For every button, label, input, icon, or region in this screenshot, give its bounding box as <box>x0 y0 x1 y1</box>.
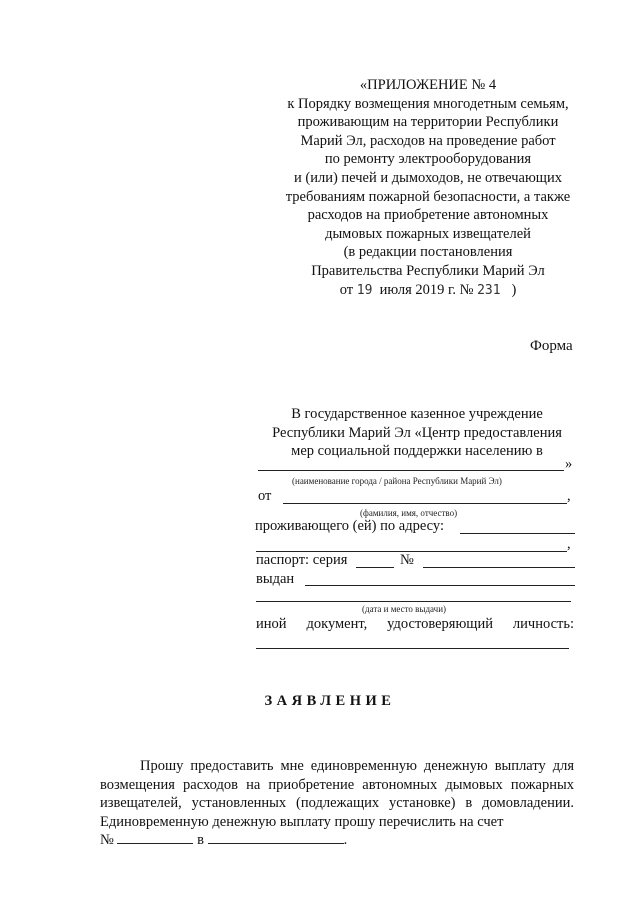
appendix-line: расходов на приобретение автономных <box>307 207 549 224</box>
bank-name-field[interactable] <box>208 831 344 844</box>
decree-number-stamp: 231 <box>477 282 501 298</box>
issued-field-line-2[interactable] <box>256 601 571 602</box>
appendix-line: дымовых пожарных извещателей <box>325 225 531 242</box>
appendix-header <box>258 76 598 300</box>
appendix-line: Марий Эл, расходов на проведение работ <box>300 132 556 149</box>
appendix-line: проживающим на территории Республики <box>297 114 559 131</box>
appendix-line: требованиям пожарной безопасности, а также <box>285 188 571 205</box>
date-day-stamp: 19 <box>356 282 373 298</box>
addressee-line: Республики Марий Эл «Центр предоставления <box>272 424 562 441</box>
other-doc-field-line[interactable] <box>256 648 569 649</box>
address-field-line-1[interactable] <box>460 533 575 534</box>
form-label: Форма <box>530 338 573 354</box>
name-field-line[interactable] <box>283 503 567 504</box>
issued-caption: (дата и место выдачи) <box>362 604 447 614</box>
end-period: . <box>343 832 348 848</box>
date-rest: июля 2019 г. № <box>379 281 474 298</box>
address-comma: , <box>567 536 571 552</box>
issued-label: выдан <box>256 571 295 587</box>
date-prefix: от <box>339 281 354 298</box>
other-doc-label: иной документ, удостоверяющий личность: <box>256 616 574 632</box>
addressee-line: В государственное казенное учреждение <box>291 406 543 422</box>
passport-label: паспорт: серия <box>256 552 348 568</box>
name-caption: (фамилия, имя, отчество) <box>360 508 458 518</box>
appendix-line: и (или) печей и дымоходов, не отвечающих <box>294 169 562 186</box>
account-line <box>100 831 574 850</box>
bank-in-word: в <box>197 832 204 848</box>
name-comma: , <box>567 488 571 504</box>
account-sign: № <box>100 832 114 848</box>
city-field-line[interactable] <box>258 470 564 471</box>
statement-paragraph: Прошу предоставить мне единовременную денежную выплату для возмещения расходов на приобретение автономных дымовых пожарных извещателей, установленных (подлежащих установке) в домовладении. Единовременную денежную выплату прошу перечислить на счет <box>100 758 574 830</box>
passport-series-field[interactable] <box>356 567 394 568</box>
close-quote: » <box>565 456 573 472</box>
addressee-line: мер социальной поддержки населению в <box>291 443 543 460</box>
appendix-line: Правительства Республики Марий Эл <box>311 262 545 279</box>
appendix-line: к Порядку возмещения многодетным семьям, <box>287 95 569 112</box>
appendix-line: по ремонту электрооборудования <box>324 151 532 168</box>
city-caption: (наименование города / района Республики Марий Эл) <box>292 476 502 486</box>
from-label: от <box>258 488 272 504</box>
appendix-date-line <box>258 281 598 301</box>
date-close: ) <box>511 281 517 298</box>
account-number-field[interactable] <box>117 831 193 844</box>
passport-number-field[interactable] <box>423 567 575 568</box>
statement-body <box>100 757 574 850</box>
addressee-block <box>258 405 576 461</box>
appendix-line: (в редакции постановления <box>343 244 513 261</box>
appendix-line: «ПРИЛОЖЕНИЕ № 4 <box>359 77 497 93</box>
passport-number-sign: № <box>400 552 414 568</box>
statement-title: ЗАЯВЛЕНИЕ <box>264 693 396 709</box>
address-label: проживающего (ей) по адресу: <box>255 518 444 534</box>
issued-field-line-1[interactable] <box>305 585 575 586</box>
